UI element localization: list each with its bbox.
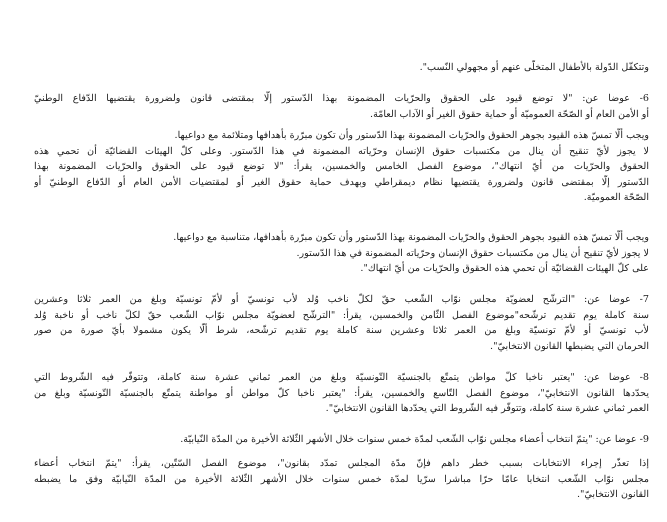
text-line: 9- عوضا عن: "يتمّ انتخاب أعضاء مجلس نوّاب الشّعب لمدّة خمس سنوات خلال الأشهر الثّلاثة الأخيرة من المدّة النّيابيّة.: [180, 434, 649, 445]
text-line: العمر ثماني عشرة سنة كاملة، وتتوفّر فيه الشّروط التي يحدّدها القانون الانتخابيّ".: [325, 403, 649, 414]
text-line: ويجب ألّا تمسّ هذه القيود بجوهر الحقوق والحرّيات المضمونة بهذا الدّستور وأن تكون مبرّرة بأهدافها، متناسبة مع دواعيها.: [173, 232, 649, 243]
paragraph-9-continued: [34, 456, 649, 503]
text-line: سنة كاملة يوم تقديم ترشّحه"موضوع الفصل الثّامن والخمسين، يقرأ: "الترشّح لعضويّة مجلس نوّاب الشّعب حقّ لكلّ ناخب أو ناخبة وُلد: [34, 309, 649, 321]
text-line: 8- عوضا عن: "يعتبر ناخبا كلّ مواطن يتمتّع بالجنسيّة التّونسيّة وبلغ من العمر ثماني عشرة سنة كاملة، وتتوفّر فيه الشّروط التي: [34, 372, 649, 383]
text-line: لا يجوز لأيّ تنقيح أن ينال من مكتسبات حقوق الإنسان وحرّياته المضمونة في هذا الدّستور.: [296, 247, 649, 259]
text-line: ويجب ألّا تمسّ هذه القيود بجوهر الحقوق والحرّيات المضمونة بهذا الدّستور وأن تكون مبرّرة بأهدافها ومتلائمة مع دواعيها.: [174, 130, 649, 141]
text-line: على كلّ الهيئات القضائيّة أن تحمي هذه الحقوق والحرّيات من أيّ انتهاك".: [360, 263, 649, 274]
paragraph-9: [34, 432, 649, 448]
text-line: 6- عوضا عن: "لا توضع قيود على الحقوق والحرّيات المضمونة بهذا الدّستور إلّا بمقتضى قانون ولضرورة يقتضيها الدّفاع الوطنيّ: [34, 93, 649, 104]
paragraph-7: [34, 292, 649, 354]
text-line: لا يجوز لأيّ تنقيح أن ينال من مكتسبات حقوق الإنسان وحرّياته المضمونة في هذا الدّستور. وعلى كلّ الهيئات القضائيّة أن تحمي هذه: [34, 145, 649, 157]
paragraph-5-end: [34, 60, 649, 76]
text-line: يحدّدها القانون الانتخابيّ"، موضوع الفصل التّاسع والخمسين، يقرأ: "يعتبر ناخبا كلّ مواطن أو مواطنة يتمتّع بالجنسيّة التّونسيّة وبلغ من: [34, 387, 649, 399]
paragraph-6-new-text: [34, 230, 649, 277]
text-line: إذا تعذّر إجراء الانتخابات بسبب خطر داهم فإنّ مدّة المجلس تمدّد بقانون"، موضوع الفصل السّتّين، يقرأ: "يتمّ انتخاب أعضاء: [34, 458, 649, 469]
text-line: لأب تونسيّ أو لأمّ تونسيّة وبلغ من العمر ثلاثا وعشرين سنة كاملة يوم تقديم ترشّحه، شرط ألّا يكون مشمولا بأيّ صورة من صور: [34, 325, 649, 336]
paragraph-6-continued: [34, 128, 649, 206]
text-line: الحقوق والحرّيات من أيّ انتهاك"، موضوع الفصل الخامس والخمسين، يقرأ: "لا توضع قيود على الحقوق والحرّيات المضمونة بهذا: [34, 161, 649, 172]
text-line: الدّستور إلّا بمقتضى قانون ولضرورة يقتضيها نظام ديمقراطي وبهدف حماية حقوق الغير أو لمقتضيات الأمن العام أو الدّفاع الوطنيّ أو: [34, 176, 649, 188]
text-line: مجلس نوّاب الشّعب انتخابا عامّا حرّا مباشرا سرّيا لمدّة خمس سنوات خلال الأشهر الثّلاثة الأخيرة من المدّة النّيابيّة وفق ما يضبطه: [34, 473, 649, 485]
text-line: 7- عوضا عن: "الترشّح لعضويّة مجلس نوّاب الشّعب حقّ لكلّ ناخب وُلد لأب تونسيّ أو لأمّ تونسيّة وبلغ من العمر ثلاثا وعشرين: [34, 294, 649, 305]
text-line: الصّحّة العموميّة.: [583, 192, 649, 203]
text-line: وتتكفّل الدّولة بالأطفال المتخلّى عنهم أو مجهولي النّسب".: [419, 62, 649, 73]
text-line: الحرمان التي يضبطها القانون الانتخابيّ".: [490, 340, 649, 352]
text-line: القانون الانتخابيّ".: [576, 489, 649, 500]
paragraph-8: [34, 370, 649, 417]
text-line: أو الأمن العام أو الصّحّة العموميّة أو حماية حقوق الغير أو الآداب العامّة.: [370, 108, 649, 120]
paragraph-6: [34, 91, 649, 122]
